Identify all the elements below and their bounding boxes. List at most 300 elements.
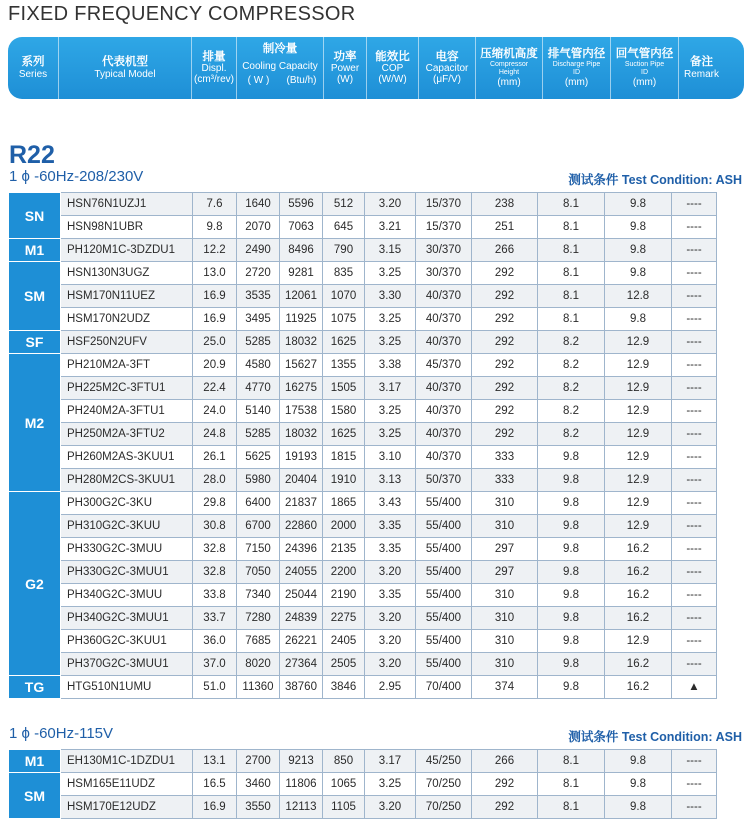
cop-cell: 3.20 <box>365 630 416 653</box>
height-cell: 292 <box>472 423 538 446</box>
cooling-btu-cell: 15627 <box>280 354 323 377</box>
discharge-id-cell: 8.1 <box>538 216 605 239</box>
cop-cell: 3.25 <box>365 423 416 446</box>
height-cell: 297 <box>472 561 538 584</box>
model-cell: HSN76N1UZJ1 <box>61 193 193 216</box>
suction-id-cell: 16.2 <box>605 584 672 607</box>
table-header <box>8 37 744 99</box>
power-cell: 1910 <box>323 469 365 492</box>
discharge-id-cell: 9.8 <box>538 676 605 699</box>
cop-cell: 3.35 <box>365 515 416 538</box>
capacitor-cell: 55/400 <box>416 492 472 515</box>
displ-cell: 28.0 <box>193 469 237 492</box>
cooling-w-cell: 3535 <box>237 285 280 308</box>
series-cell: M1 <box>9 750 61 773</box>
model-cell: PH300G2C-3KU <box>61 492 193 515</box>
series-cell: SM <box>9 262 61 331</box>
model-cell: EH130M1C-1DZDU1 <box>61 750 193 773</box>
cooling-btu-cell: 24055 <box>280 561 323 584</box>
power-cell: 1580 <box>323 400 365 423</box>
height-cell: 292 <box>472 262 538 285</box>
header-model: 代表机型 Typical Model <box>59 37 192 99</box>
discharge-id-cell: 8.1 <box>538 193 605 216</box>
displ-cell: 7.6 <box>193 193 237 216</box>
suction-id-cell: 9.8 <box>605 796 672 819</box>
suction-id-cell: 16.2 <box>605 561 672 584</box>
model-cell: PH225M2C-3FTU1 <box>61 377 193 400</box>
cooling-w-cell: 7685 <box>237 630 280 653</box>
cooling-w-cell: 6700 <box>237 515 280 538</box>
discharge-id-cell: 9.8 <box>538 561 605 584</box>
remark-cell: ---- <box>672 377 717 400</box>
discharge-id-cell: 8.2 <box>538 423 605 446</box>
cop-cell: 3.17 <box>365 750 416 773</box>
suction-id-cell: 9.8 <box>605 750 672 773</box>
series-cell: SF <box>9 331 61 354</box>
cooling-btu-cell: 18032 <box>280 331 323 354</box>
cooling-w-cell: 5285 <box>237 331 280 354</box>
model-cell: HSM170E12UDZ <box>61 796 193 819</box>
header-height: 压缩机高度 Compressor Height (mm) <box>476 37 543 99</box>
suction-id-cell: 9.8 <box>605 193 672 216</box>
model-cell: PH330G2C-3MUU <box>61 538 193 561</box>
displ-cell: 33.7 <box>193 607 237 630</box>
capacitor-cell: 40/370 <box>416 308 472 331</box>
section2-test-condition: 测试条件 Test Condition: ASH <box>568 730 742 744</box>
displ-cell: 20.9 <box>193 354 237 377</box>
cooling-btu-cell: 24839 <box>280 607 323 630</box>
table-row <box>9 446 717 469</box>
displ-cell: 32.8 <box>193 538 237 561</box>
capacitor-cell: 55/400 <box>416 561 472 584</box>
suction-id-cell: 9.8 <box>605 216 672 239</box>
suction-id-cell: 16.2 <box>605 653 672 676</box>
table-row <box>9 773 717 796</box>
discharge-id-cell: 8.1 <box>538 285 605 308</box>
height-cell: 292 <box>472 773 538 796</box>
power-cell: 1815 <box>323 446 365 469</box>
displ-cell: 16.9 <box>193 285 237 308</box>
section1-test-condition: 测试条件 Test Condition: ASH <box>568 173 742 187</box>
capacitor-cell: 45/250 <box>416 750 472 773</box>
remark-cell: ▲ <box>672 676 717 699</box>
cop-cell: 3.35 <box>365 538 416 561</box>
displ-cell: 13.0 <box>193 262 237 285</box>
discharge-id-cell: 9.8 <box>538 492 605 515</box>
displ-cell: 51.0 <box>193 676 237 699</box>
height-cell: 292 <box>472 285 538 308</box>
cooling-w-cell: 7150 <box>237 538 280 561</box>
power-cell: 512 <box>323 193 365 216</box>
discharge-id-cell: 8.1 <box>538 750 605 773</box>
remark-cell: ---- <box>672 538 717 561</box>
height-cell: 266 <box>472 750 538 773</box>
remark-cell: ---- <box>672 773 717 796</box>
cop-cell: 3.17 <box>365 377 416 400</box>
height-cell: 333 <box>472 469 538 492</box>
discharge-id-cell: 8.2 <box>538 354 605 377</box>
power-cell: 2405 <box>323 630 365 653</box>
capacitor-cell: 55/400 <box>416 584 472 607</box>
cop-cell: 3.43 <box>365 492 416 515</box>
remark-cell: ---- <box>672 239 717 262</box>
cooling-btu-cell: 22860 <box>280 515 323 538</box>
table-row <box>9 750 717 773</box>
displ-cell: 26.1 <box>193 446 237 469</box>
suction-id-cell: 12.9 <box>605 354 672 377</box>
model-cell: PH250M2A-3FTU2 <box>61 423 193 446</box>
table-row <box>9 262 717 285</box>
remark-cell: ---- <box>672 308 717 331</box>
power-cell: 1865 <box>323 492 365 515</box>
cooling-btu-cell: 9213 <box>280 750 323 773</box>
displ-cell: 12.2 <box>193 239 237 262</box>
cooling-w-cell: 3550 <box>237 796 280 819</box>
section2-subtitle: 1 ϕ -60Hz-115V <box>9 725 114 742</box>
remark-cell: ---- <box>672 446 717 469</box>
height-cell: 310 <box>472 492 538 515</box>
section1-subtitle: 1 ϕ -60Hz-208/230V <box>9 168 144 185</box>
table-row <box>9 538 717 561</box>
section2-table <box>8 749 717 819</box>
capacitor-cell: 30/370 <box>416 262 472 285</box>
suction-id-cell: 9.8 <box>605 308 672 331</box>
header-displ: 排量 Displ. (cm³/rev) <box>192 37 237 99</box>
header-suction-pipe: 回气管内径 Suction Pipe ID (mm) <box>611 37 679 99</box>
suction-id-cell: 12.9 <box>605 400 672 423</box>
cooling-w-cell: 7280 <box>237 607 280 630</box>
suction-id-cell: 12.9 <box>605 469 672 492</box>
displ-cell: 9.8 <box>193 216 237 239</box>
displ-cell: 33.8 <box>193 584 237 607</box>
table-row <box>9 653 717 676</box>
remark-cell: ---- <box>672 331 717 354</box>
model-cell: PH330G2C-3MUU1 <box>61 561 193 584</box>
discharge-id-cell: 8.2 <box>538 377 605 400</box>
header-discharge-pipe: 排气管内径 Discharge Pipe ID (mm) <box>543 37 611 99</box>
displ-cell: 30.8 <box>193 515 237 538</box>
power-cell: 1105 <box>323 796 365 819</box>
remark-cell: ---- <box>672 750 717 773</box>
cop-cell: 3.38 <box>365 354 416 377</box>
cooling-btu-cell: 24396 <box>280 538 323 561</box>
height-cell: 310 <box>472 630 538 653</box>
model-cell: HSN98N1UBR <box>61 216 193 239</box>
cooling-w-cell: 6400 <box>237 492 280 515</box>
cop-cell: 3.20 <box>365 607 416 630</box>
discharge-id-cell: 9.8 <box>538 469 605 492</box>
height-cell: 292 <box>472 377 538 400</box>
remark-cell: ---- <box>672 469 717 492</box>
height-cell: 374 <box>472 676 538 699</box>
capacitor-cell: 15/370 <box>416 193 472 216</box>
suction-id-cell: 9.8 <box>605 239 672 262</box>
cooling-w-cell: 5285 <box>237 423 280 446</box>
cooling-w-cell: 11360 <box>237 676 280 699</box>
capacitor-cell: 70/400 <box>416 676 472 699</box>
suction-id-cell: 12.9 <box>605 377 672 400</box>
suction-id-cell: 12.9 <box>605 492 672 515</box>
power-cell: 790 <box>323 239 365 262</box>
remark-cell: ---- <box>672 354 717 377</box>
cooling-btu-cell: 8496 <box>280 239 323 262</box>
suction-id-cell: 12.9 <box>605 446 672 469</box>
capacitor-cell: 40/370 <box>416 400 472 423</box>
height-cell: 310 <box>472 515 538 538</box>
table-row <box>9 354 717 377</box>
capacitor-cell: 40/370 <box>416 446 472 469</box>
discharge-id-cell: 9.8 <box>538 538 605 561</box>
series-cell: M2 <box>9 354 61 492</box>
suction-id-cell: 9.8 <box>605 773 672 796</box>
model-cell: HTG510N1UMU <box>61 676 193 699</box>
remark-cell: ---- <box>672 607 717 630</box>
table-row <box>9 607 717 630</box>
capacitor-cell: 55/400 <box>416 653 472 676</box>
discharge-id-cell: 9.8 <box>538 584 605 607</box>
cop-cell: 3.35 <box>365 584 416 607</box>
remark-cell: ---- <box>672 584 717 607</box>
cooling-btu-cell: 16275 <box>280 377 323 400</box>
displ-cell: 32.8 <box>193 561 237 584</box>
table-row <box>9 676 717 699</box>
cop-cell: 3.20 <box>365 653 416 676</box>
model-cell: PH240M2A-3FTU1 <box>61 400 193 423</box>
cooling-btu-cell: 5596 <box>280 193 323 216</box>
displ-cell: 36.0 <box>193 630 237 653</box>
suction-id-cell: 12.9 <box>605 630 672 653</box>
cop-cell: 3.30 <box>365 285 416 308</box>
capacitor-cell: 30/370 <box>416 239 472 262</box>
capacitor-cell: 40/370 <box>416 423 472 446</box>
series-cell: TG <box>9 676 61 699</box>
discharge-id-cell: 8.1 <box>538 773 605 796</box>
header-capacitor: 电容 Capacitor (μF/V) <box>419 37 476 99</box>
discharge-id-cell: 8.1 <box>538 308 605 331</box>
cooling-w-cell: 8020 <box>237 653 280 676</box>
power-cell: 1625 <box>323 331 365 354</box>
table-row <box>9 285 717 308</box>
remark-cell: ---- <box>672 653 717 676</box>
displ-cell: 16.9 <box>193 796 237 819</box>
table-row <box>9 515 717 538</box>
power-cell: 1505 <box>323 377 365 400</box>
table-row <box>9 796 717 819</box>
table-row <box>9 469 717 492</box>
cop-cell: 3.25 <box>365 773 416 796</box>
page-title: FIXED FREQUENCY COMPRESSOR <box>8 3 356 25</box>
model-cell: PH340G2C-3MUU <box>61 584 193 607</box>
height-cell: 266 <box>472 239 538 262</box>
power-cell: 2135 <box>323 538 365 561</box>
table-row <box>9 423 717 446</box>
cooling-btu-cell: 11806 <box>280 773 323 796</box>
height-cell: 310 <box>472 653 538 676</box>
cooling-w-cell: 3460 <box>237 773 280 796</box>
displ-cell: 16.5 <box>193 773 237 796</box>
model-cell: HSN130N3UGZ <box>61 262 193 285</box>
cop-cell: 3.13 <box>365 469 416 492</box>
cop-cell: 3.25 <box>365 308 416 331</box>
discharge-id-cell: 8.1 <box>538 796 605 819</box>
capacitor-cell: 50/370 <box>416 469 472 492</box>
cooling-btu-cell: 12061 <box>280 285 323 308</box>
cooling-btu-cell: 27364 <box>280 653 323 676</box>
discharge-id-cell: 8.2 <box>538 331 605 354</box>
capacitor-cell: 55/400 <box>416 630 472 653</box>
table-row <box>9 400 717 423</box>
power-cell: 1070 <box>323 285 365 308</box>
model-cell: PH280M2CS-3KUU1 <box>61 469 193 492</box>
remark-cell: ---- <box>672 216 717 239</box>
remark-cell: ---- <box>672 561 717 584</box>
height-cell: 310 <box>472 607 538 630</box>
table-row <box>9 216 717 239</box>
power-cell: 2200 <box>323 561 365 584</box>
suction-id-cell: 12.9 <box>605 331 672 354</box>
refrigerant-label: R22 <box>9 141 55 169</box>
discharge-id-cell: 9.8 <box>538 653 605 676</box>
power-cell: 2275 <box>323 607 365 630</box>
cop-cell: 3.21 <box>365 216 416 239</box>
model-cell: PH340G2C-3MUU1 <box>61 607 193 630</box>
cooling-w-cell: 2070 <box>237 216 280 239</box>
cop-cell: 3.25 <box>365 331 416 354</box>
cooling-btu-cell: 20404 <box>280 469 323 492</box>
power-cell: 1065 <box>323 773 365 796</box>
model-cell: PH360G2C-3KUU1 <box>61 630 193 653</box>
model-cell: HSF250N2UFV <box>61 331 193 354</box>
capacitor-cell: 15/370 <box>416 216 472 239</box>
cooling-w-cell: 2700 <box>237 750 280 773</box>
cooling-w-cell: 2490 <box>237 239 280 262</box>
model-cell: HSM165E11UDZ <box>61 773 193 796</box>
height-cell: 292 <box>472 331 538 354</box>
table-row <box>9 193 717 216</box>
remark-cell: ---- <box>672 796 717 819</box>
height-cell: 297 <box>472 538 538 561</box>
discharge-id-cell: 8.2 <box>538 400 605 423</box>
remark-cell: ---- <box>672 285 717 308</box>
table-row <box>9 584 717 607</box>
header-cooling-capacity: 制冷量 Cooling Capacity ( W ) (Btu/h) <box>237 37 324 99</box>
capacitor-cell: 55/400 <box>416 538 472 561</box>
displ-cell: 24.0 <box>193 400 237 423</box>
discharge-id-cell: 9.8 <box>538 446 605 469</box>
cooling-btu-cell: 19193 <box>280 446 323 469</box>
cooling-btu-cell: 21837 <box>280 492 323 515</box>
suction-id-cell: 12.9 <box>605 515 672 538</box>
cooling-w-cell: 4770 <box>237 377 280 400</box>
suction-id-cell: 16.2 <box>605 538 672 561</box>
table-row <box>9 492 717 515</box>
table-row <box>9 239 717 262</box>
suction-id-cell: 12.8 <box>605 285 672 308</box>
suction-id-cell: 12.9 <box>605 423 672 446</box>
cop-cell: 3.20 <box>365 796 416 819</box>
cooling-btu-cell: 17538 <box>280 400 323 423</box>
height-cell: 333 <box>472 446 538 469</box>
cop-cell: 3.15 <box>365 239 416 262</box>
discharge-id-cell: 8.1 <box>538 239 605 262</box>
discharge-id-cell: 9.8 <box>538 607 605 630</box>
power-cell: 1625 <box>323 423 365 446</box>
cooling-w-cell: 4580 <box>237 354 280 377</box>
cooling-btu-cell: 11925 <box>280 308 323 331</box>
cooling-btu-cell: 26221 <box>280 630 323 653</box>
height-cell: 292 <box>472 400 538 423</box>
cooling-btu-cell: 18032 <box>280 423 323 446</box>
remark-cell: ---- <box>672 262 717 285</box>
table-row <box>9 331 717 354</box>
table-row <box>9 630 717 653</box>
capacitor-cell: 70/250 <box>416 773 472 796</box>
suction-id-cell: 16.2 <box>605 607 672 630</box>
capacitor-cell: 45/370 <box>416 354 472 377</box>
cooling-w-cell: 3495 <box>237 308 280 331</box>
height-cell: 310 <box>472 584 538 607</box>
header-series: 系列 Series <box>8 37 59 99</box>
model-cell: HSM170N11UEZ <box>61 285 193 308</box>
power-cell: 645 <box>323 216 365 239</box>
power-cell: 835 <box>323 262 365 285</box>
model-cell: PH260M2AS-3KUU1 <box>61 446 193 469</box>
displ-cell: 13.1 <box>193 750 237 773</box>
displ-cell: 25.0 <box>193 331 237 354</box>
cooling-w-cell: 7340 <box>237 584 280 607</box>
cop-cell: 3.25 <box>365 400 416 423</box>
cooling-w-cell: 5625 <box>237 446 280 469</box>
displ-cell: 29.8 <box>193 492 237 515</box>
remark-cell: ---- <box>672 193 717 216</box>
header-remark: 备注 Remark <box>683 56 719 80</box>
suction-id-cell: 16.2 <box>605 676 672 699</box>
cooling-btu-cell: 12113 <box>280 796 323 819</box>
remark-cell: ---- <box>672 515 717 538</box>
height-cell: 251 <box>472 216 538 239</box>
cooling-w-cell: 7050 <box>237 561 280 584</box>
capacitor-cell: 40/370 <box>416 285 472 308</box>
power-cell: 2190 <box>323 584 365 607</box>
remark-cell: ---- <box>672 400 717 423</box>
model-cell: PH210M2A-3FT <box>61 354 193 377</box>
series-cell: G2 <box>9 492 61 676</box>
power-cell: 3846 <box>323 676 365 699</box>
capacitor-cell: 40/370 <box>416 377 472 400</box>
cooling-w-cell: 1640 <box>237 193 280 216</box>
capacitor-cell: 40/370 <box>416 331 472 354</box>
cooling-w-cell: 2720 <box>237 262 280 285</box>
remark-cell: ---- <box>672 423 717 446</box>
model-cell: PH120M1C-3DZDU1 <box>61 239 193 262</box>
displ-cell: 22.4 <box>193 377 237 400</box>
power-cell: 2505 <box>323 653 365 676</box>
cop-cell: 3.10 <box>365 446 416 469</box>
height-cell: 292 <box>472 354 538 377</box>
table-row <box>9 561 717 584</box>
remark-cell: ---- <box>672 630 717 653</box>
displ-cell: 37.0 <box>193 653 237 676</box>
power-cell: 2000 <box>323 515 365 538</box>
cop-cell: 3.25 <box>365 262 416 285</box>
capacitor-cell: 55/400 <box>416 607 472 630</box>
series-cell: M1 <box>9 239 61 262</box>
discharge-id-cell: 9.8 <box>538 515 605 538</box>
model-cell: PH370G2C-3MUU1 <box>61 653 193 676</box>
model-cell: HSM170N2UDZ <box>61 308 193 331</box>
cop-cell: 3.20 <box>365 193 416 216</box>
series-cell: SN <box>9 193 61 239</box>
